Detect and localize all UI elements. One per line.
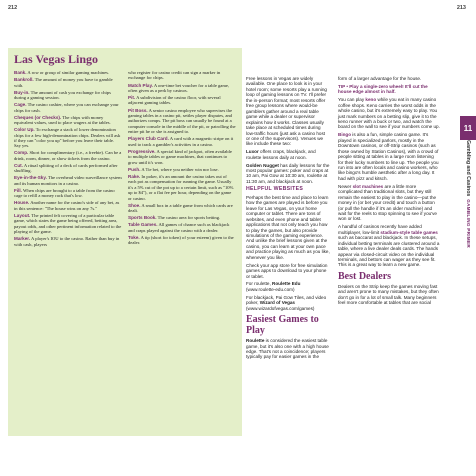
chapter-title: Gambling and Casinos xyxy=(465,140,471,197)
glossary-entry xyxy=(14,102,122,113)
glossary-term: Color Up. xyxy=(14,127,35,133)
glossary-definition: The printed felt covering of a particular table game, which states the game being offered, betting area, payout odds, and other pertinent information related to the playing of the game. xyxy=(14,212,122,235)
glossary-entry xyxy=(128,108,236,135)
glossary-definition: A ritual splitting of a deck of cards performed after shuffling. xyxy=(14,162,118,174)
glossary-term: Layout. xyxy=(14,212,31,218)
lingo-columns xyxy=(14,70,236,249)
lingo-column-right xyxy=(128,70,236,249)
slot-pre: Newer xyxy=(338,183,352,189)
slot-machines-paragraph xyxy=(338,184,440,222)
luxor-text: offers craps, blackjack, and roulette lessons daily at noon. xyxy=(246,149,316,160)
glossary-term: Bank. xyxy=(14,70,27,75)
glossary-definition: A senior casino employee who supervises the gaming tables in a casino pit, settles player disputes, and authorizes comps. The pit boss can usually be found at a computer console in the middle of the pit, or patrolling the entire pit he or she is assigned to. xyxy=(128,107,236,135)
glossary-definition: A subdivision of the casino floor, with several adjacent gaming tables. xyxy=(128,95,221,106)
glossary-term: Players Club Card. xyxy=(128,136,169,142)
page-number-left: 212 xyxy=(8,5,18,11)
glossary-entry xyxy=(128,136,236,147)
chapter-side-label xyxy=(465,140,471,248)
chapter-tab: 11 xyxy=(460,116,476,140)
glossary-entry xyxy=(128,174,236,201)
slot-machines-label: slot machines xyxy=(352,183,384,189)
wizard-site-url: (www.wizardofvegas.com/games) xyxy=(246,305,315,311)
glossary-definition: When chips are brought to a table from the casino cage to refill a money rack that's low. xyxy=(14,187,115,199)
stadium-text: such as baccarat and blackjack. In these setups, individual betting terminals are clustered around a table, where a live dealer deals cards. The hands appear via closed-circuit video on the individual terminals, and bettors can wager as they see fit. This is a great way to learn a new game. xyxy=(338,235,440,268)
glossary-term: Fill. xyxy=(14,187,22,193)
glossary-entry xyxy=(14,163,122,174)
glossary-definition: A one-time bet voucher for a table game, often given as a perk by casinos. xyxy=(128,82,230,93)
glossary-term: Pit Boss. xyxy=(128,107,148,113)
glossary-term: Pit. xyxy=(128,95,136,100)
glossary-entry xyxy=(128,95,236,106)
golden-nugget-label: Golden Nugget xyxy=(246,162,279,168)
lingo-column-left xyxy=(14,70,122,249)
glossary-definition: The casino area for sports betting. xyxy=(157,215,221,221)
glossary-definition: A small box in a table game from which cards are dealt. xyxy=(128,202,233,214)
glossary-term: Table Games. xyxy=(128,222,158,228)
glossary-definition: The amount of cash you exchange for chips during a gaming session. xyxy=(14,89,111,100)
glossary-term: Buy-in. xyxy=(14,89,30,95)
websites-paragraph-2: Check your app store for free simulation games apps to download to your phone or tablet. xyxy=(246,262,328,279)
single-zero-tip: TIP • Play a single-zero wheel! It'll cut the house edge almost in half. xyxy=(338,83,428,95)
glossary-term: Eye-in-the-Sky. xyxy=(14,175,47,181)
glossary-entry xyxy=(14,236,122,247)
lingo-sidebar xyxy=(8,48,242,436)
roulette-site-url: (www.roulette-edu.com) xyxy=(246,286,295,292)
golden-nugget-text: has daily lessons for the most popular games: poker and craps at 10 am, Pai Gow at 10:30 am, roulette at 11:30 am, and blackjack at noon. xyxy=(246,162,330,184)
glossary-definition: In poker, it's an amount the casino takes out of each pot as compensation for running the game. Usually it's a 5% cut of the pot up to a certain limit, such as "10% up to $4"), or a flat fee per hour, depending on the game or casino. xyxy=(128,173,234,201)
glossary-term: Cage. xyxy=(14,102,27,108)
glossary-term: House. xyxy=(14,200,30,206)
glossary-definition: The amount of money you have to gamble with. xyxy=(14,77,113,88)
golden-nugget-paragraph xyxy=(246,163,330,185)
glossary-definition: Another name for the casino's side of any bet, as in this sentence: "The house wins on any 7s." xyxy=(14,200,120,211)
sidebar-title: Las Vegas Lingo xyxy=(14,52,99,66)
glossary-definition: All games of chance such as blackjack and craps played against the casino with a dealer. xyxy=(128,222,230,233)
glossary-term: Cut. xyxy=(14,162,23,168)
glossary-entry xyxy=(14,127,122,149)
glossary-definition: Short for complimentary (i.e., a freebie). Can be a drink, room, dinner, or show tickets from the casino. xyxy=(14,150,122,161)
glossary-term: Marker. xyxy=(14,236,31,242)
roulette-label: Roulette xyxy=(246,338,265,344)
glossary-entry xyxy=(14,150,122,161)
glossary-term: Cheques (or Checks). xyxy=(14,114,62,120)
glossary-entry xyxy=(128,222,236,233)
glossary-entry xyxy=(14,200,122,211)
roulette-site-paragraph xyxy=(246,281,330,292)
chapter-subtitle: GAMBLING PRIMER xyxy=(466,199,471,248)
page-number-right: 213 xyxy=(456,5,466,11)
roulette-text: is considered the easiest table game, but it's also one with a high house edge. That's not a coincidence; players typically pay for easier games in the xyxy=(246,338,329,360)
right-page-column-2 xyxy=(338,76,440,308)
keno-paragraph xyxy=(338,97,440,130)
glossary-definition: A special kind of jackpot, often available to multiple tables or game machines, that continues to grow until it's won. xyxy=(128,148,232,165)
glossary-entry xyxy=(14,77,122,88)
easiest-games-heading: Easiest Games to Play xyxy=(246,314,319,337)
glossary-entry xyxy=(128,149,236,165)
glossary-definition: The chips with money equivalent values, used to place wagers at the tables. xyxy=(14,114,111,125)
glossary-definition: The overhead video surveillance system and its human monitors in a casino. xyxy=(14,175,122,186)
dealers-paragraph: Dealers on the Strip keep the games moving fast and aren't prone to many mistakes, but they often don't go in for a lot of small talk. Many beginners feel more comfortable at tables that are social xyxy=(338,283,439,306)
glossary-definition: The casino cashier, where you can exchange your chips for cash. xyxy=(14,102,119,113)
glossary-term: Push. xyxy=(128,166,141,172)
glossary-term: Toke. xyxy=(128,234,140,240)
websites-paragraph-1: Perhaps the best time and place to learn how the games are played is before you leave for Las Vegas, on your home computer or tablet. There are tons of websites, and even phone and tablet applications that not only teach you how to play the games, but also provide simulations of the gaming experience. And unlike the brief lessons given at the casino, you can learn at your own pace and practice playing as much as you like, whenever you like. xyxy=(246,194,330,260)
luxor-label: Luxor xyxy=(246,149,259,155)
roulette-paragraph xyxy=(246,338,330,360)
glossary-definition: A row or group of similar gaming machines. xyxy=(27,70,110,75)
roulette-site-label: Roulette Edu xyxy=(272,281,301,287)
glossary-term: Sports Book. xyxy=(128,215,157,221)
bingo-paragraph xyxy=(338,132,440,181)
helpful-websites-heading: HELPFUL WEBSITES xyxy=(246,186,304,193)
glossary-term: Comp. xyxy=(14,150,29,156)
wizard-site-label: Wizard of Vegas xyxy=(259,300,295,306)
stadium-pre: A handful of casinos recently have added multiplayer, low-limit xyxy=(338,224,422,235)
glossary-entry xyxy=(128,215,236,220)
glossary-term: Match Play. xyxy=(128,82,153,88)
glossary-definition: To exchange a stack of lower denomination chips for a few high-denomination chips. Dealers will ask if they can "color you up" before you leave their table. Say yes. xyxy=(14,127,121,149)
stadium-games-label: stadium-style table games xyxy=(380,229,438,235)
keno-label: keno xyxy=(365,97,377,103)
wizard-site-paragraph xyxy=(246,295,330,311)
glossary-entry xyxy=(14,213,122,235)
glossary-term: Progressive. xyxy=(128,148,156,154)
chapter-side-title xyxy=(461,140,475,248)
glossary-entry xyxy=(128,83,236,94)
glossary-entry xyxy=(14,175,122,186)
best-dealers-heading: Best Dealers xyxy=(338,270,392,282)
glossary-term: Bankroll. xyxy=(14,77,34,83)
wizard-site-pre: For blackjack, Pai Gow Tiles, and video poker, xyxy=(246,294,327,306)
glossary-definition: who register for casino credit can sign a marker in exchange for chips. xyxy=(128,70,221,81)
slot-text: are a little more complicated than traditional slots, but they still remain the easiest to play in the casino—put the money in (or bet your credit) and touch a button (or pull the handle if it's an older machine) and wait for the reels to stop spinning to see if you've won or lost. xyxy=(338,183,437,222)
glossary-definition: A Tie bet, where you neither win nor lose. xyxy=(141,166,219,172)
house-advantage-paragraph: form of a larger advantage for the house. xyxy=(338,76,422,81)
keno-pre: You can play xyxy=(338,97,365,103)
keno-text: while you eat in many casino coffee shops. Keno carries the worst odds in the whole casino, but it's extremely easy to play. You just mark numbers on a betting slip, give it to the keno runner with a buck or two, and watch the board on the wall to see if your numbers come up. xyxy=(338,97,440,130)
roulette-site-pre: For roulette, xyxy=(246,281,271,287)
glossary-term: Rake. xyxy=(128,173,141,179)
glossary-entry xyxy=(14,90,122,101)
glossary-entry xyxy=(14,115,122,126)
glossary-definition: A card with a magnetic stripe on it used to track a gambler's activities in a casino. xyxy=(128,136,234,147)
glossary-entry xyxy=(128,167,236,172)
glossary-entry xyxy=(128,70,236,81)
luxor-paragraph xyxy=(246,149,330,160)
lessons-paragraph: Free lessons in Vegas are widely available. One place to look is in your hotel room; some resorts play a running loop of gaming lessons on TV. I'll prefer the in-person format; most resorts offer free group lessons where would-be gamblers gather around a real table game while a dealer or supervisor explains how it works. Classes usually take place at scheduled times during low-traffic hours (just ask a casino host or one of the supervisors). Venues we like include these two: xyxy=(246,76,327,147)
stadium-games-paragraph xyxy=(338,224,440,268)
glossary-entry xyxy=(14,70,122,75)
glossary-entry xyxy=(128,203,236,214)
bingo-text: is also a fun, simple casino game. It's played in specialized parlors, mostly in the Downtown casinos, or off-Strip casinos (such as those owned by Station Casinos), with a crowd of people sitting at tables in a large room listening for their lucky numbers to line up. The people you run into are often locals and casino workers, who like bingo's humble aesthetic after a long day. It had with pizz and kitsch. xyxy=(338,132,439,181)
glossary-definition: A tip (short for token) of your esteem) given to the dealer. xyxy=(128,234,234,246)
glossary-definition: A player's IOU to the casino. Rather than buy in with cash, players xyxy=(14,236,120,247)
glossary-entry xyxy=(14,188,122,199)
bingo-label: Bingo xyxy=(338,132,352,138)
glossary-term: Shoe. xyxy=(128,202,141,208)
right-page-column-1 xyxy=(246,76,330,362)
glossary-entry xyxy=(128,235,236,246)
